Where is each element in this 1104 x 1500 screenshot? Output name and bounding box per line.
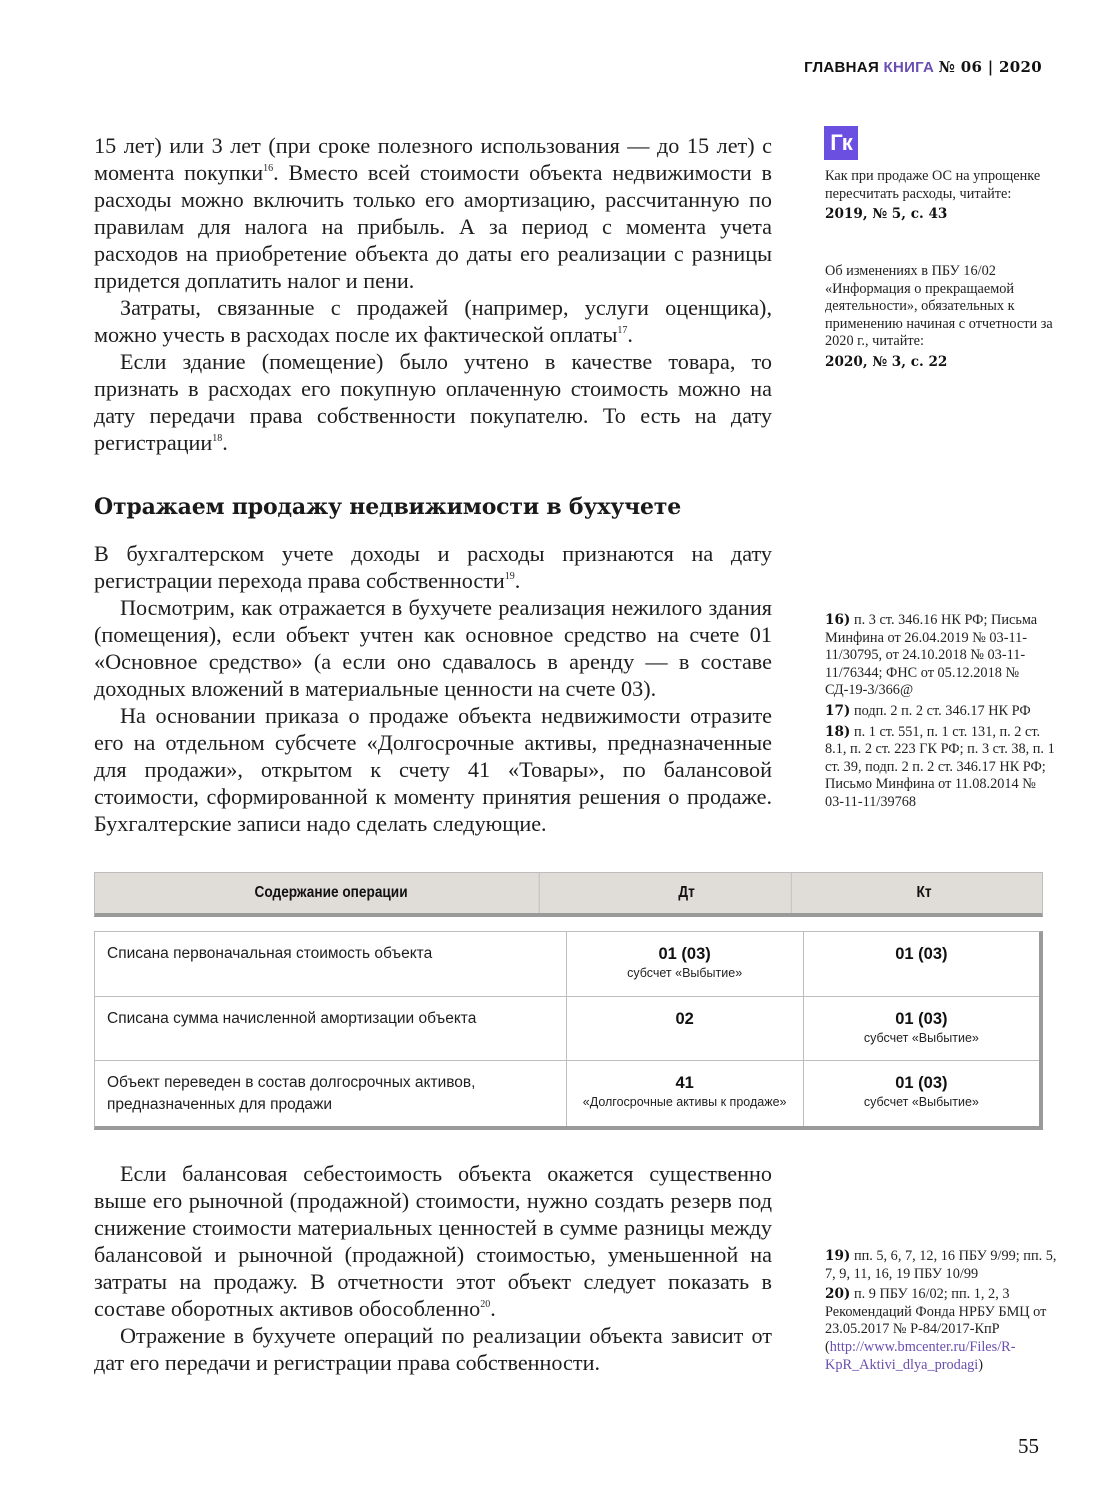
glavkniga-logo-icon: Гк bbox=[824, 126, 858, 160]
paragraph: Если балансовая себестоимость объекта окажется существенно выше его рыночной (продажной) стоимости, нужно создать резерв под снижение стоимости материальных ценностей в сумме разницы между балансовой и рыночной (продажной) стоимостью, уменьшенной на затраты на продажу. В отчетности этот объект следует показать в составе оборотных активов обособленно$^{20}$. bbox=[94, 1161, 772, 1321]
operation-cell: Объект переведен в состав долгосрочных активов, предназначенных для продажи bbox=[95, 1061, 567, 1126]
sidebar-note-reference[interactable]: 2019, № 5, с. 43 bbox=[825, 206, 948, 223]
footnotes-group-1 bbox=[825, 612, 1057, 815]
operation-cell: Списана сумма начисленной амортизации объекта bbox=[95, 997, 567, 1061]
debit-cell: 41 «Долгосрочные активы к продаже» bbox=[567, 1061, 804, 1126]
footnote-ref[interactable]: 16 bbox=[263, 163, 274, 174]
credit-cell: 01 (03) bbox=[895, 945, 948, 963]
section-heading: Отражаем продажу недвижимости в бухучете bbox=[94, 494, 682, 520]
bmcenter-link[interactable]: http://www.bmcenter.ru/Files/R-KpR_Aktivi_dlya_prodagi bbox=[825, 1338, 1016, 1373]
paragraph: 15 лет) или 3 лет (при сроке полезного использования — до 15 лет) с момента покупки$^{16}$. Вместо всей стоимости объекта недвижимости в расходы можно включить только его амортизацию, рассчитанную по правилам для налога на прибыль. А за период с момента учета расходов на приобретение объекта до даты его реализации с разницы придется доплатить налог и пени. bbox=[94, 133, 773, 293]
page-number: 55 bbox=[1018, 1434, 1039, 1458]
operation-cell: Списана первоначальная стоимость объекта bbox=[95, 932, 567, 996]
footnote-16: 16) п. 3 ст. 346.16 НК РФ; Письма Минфина от 26.04.2019 № 03-11-11/30795, от 24.10.2018 № 03-11-11/76344; ФНС от 05.12.2018 № СД-19-3/366@ bbox=[825, 612, 1038, 699]
magazine-title-part2: КНИГА bbox=[883, 59, 935, 76]
paragraph: Отражение в бухучете операций по реализации объекта зависит от дат его передачи и регистрации права собственности. bbox=[94, 1323, 772, 1375]
article-text-block-3 bbox=[94, 1160, 772, 1376]
column-header-credit: Кт bbox=[916, 884, 932, 901]
sidebar-note-1 bbox=[825, 168, 1055, 224]
table-row bbox=[95, 997, 1039, 1062]
footnote-18: 18) п. 1 ст. 551, п. 1 ст. 131, п. 2 ст. 8.1, п. 2 ст. 223 ГК РФ; п. 3 ст. 38, п. 1 ст. 39, подп. 2 п. 2 ст. 346.17 НК РФ; Письмо Минфина от 11.08.2014 № 03-11-11/39768 bbox=[825, 723, 1055, 810]
footnote-ref[interactable]: 18 bbox=[212, 433, 223, 444]
debit-cell: 02 bbox=[567, 997, 804, 1061]
footnote-20: 20) п. 9 ПБУ 16/02; пп. 1, 2, 3 Рекомендаций Фонда НРБУ БМЦ от 23.05.2017 № Р-84/2017-КпР (http://www.bmcenter.ru/Files/R-KpR_Aktivi_dlya_prodagi) bbox=[825, 1286, 1047, 1373]
footnote-ref[interactable]: 20 bbox=[480, 1299, 491, 1310]
table-row bbox=[95, 1061, 1039, 1126]
article-text-block-1 bbox=[94, 132, 772, 456]
sidebar-note-text: Как при продаже ОС на упрощенке пересчитать расходы, читайте: bbox=[825, 168, 1041, 202]
paragraph: Затраты, связанные с продажей (например, услуги оценщика), можно учесть в расходах после их фактической оплаты$^{17}$. bbox=[94, 295, 772, 347]
footnote-ref[interactable]: 19 bbox=[504, 571, 515, 582]
paragraph: В бухгалтерском учете доходы и расходы признаются на дату регистрации перехода права собственности$^{19}$. bbox=[94, 541, 772, 593]
running-header bbox=[804, 58, 1042, 76]
sidebar-note-text: Об изменениях в ПБУ 16/02 «Информация о прекращаемой деятельности», обязательных к применению начиная с отчетности за 2020 г., читайте: bbox=[825, 263, 1053, 350]
credit-cell: 01 (03) субсчет «Выбытие» bbox=[863, 1009, 979, 1045]
footnote-17: 17) подп. 2 п. 2 ст. 346.17 НК РФ bbox=[825, 702, 1031, 719]
paragraph: Если здание (помещение) было учтено в качестве товара, то признать в расходах его покупную оплаченную стоимость можно на дату передачи права собственности покупателю. То есть на дату регистрации$^{18}$. bbox=[94, 349, 772, 455]
debit-cell: 01 (03) субсчет «Выбытие» bbox=[567, 932, 804, 996]
column-header-operation: Содержание операции bbox=[123, 873, 539, 913]
table-header bbox=[94, 872, 1043, 917]
paragraph: Посмотрим, как отражается в бухучете реализация нежилого здания (помещения), если объект учтен как основное средство на счете 01 «Основное средство» (а если оно сдавалось в аренду — в составе доходных вложений в материальные ценности на счете 03). bbox=[94, 595, 772, 701]
footnotes-group-2 bbox=[825, 1248, 1057, 1377]
footnote-19: 19) пп. 5, 6, 7, 12, 16 ПБУ 9/99; пп. 5, 7, 9, 11, 16, 19 ПБУ 10/99 bbox=[825, 1248, 1057, 1282]
footnote-ref[interactable]: 17 bbox=[617, 325, 628, 336]
magazine-title-part1: ГЛАВНАЯ bbox=[804, 59, 880, 76]
sidebar-note-2 bbox=[825, 263, 1055, 372]
table-row bbox=[95, 932, 1039, 997]
paragraph: На основании приказа о продаже объекта недвижимости отразите его на отдельном субсчете «Долгосрочные активы, предназначенные для продажи», открытом к счету 41 «Товары», по балансовой стоимости, сформированной к моменту принятия решения о продаже. Бухгалтерские записи надо сделать следующие. bbox=[94, 703, 772, 836]
sidebar-note-reference[interactable]: 2020, № 3, с. 22 bbox=[825, 353, 948, 370]
accounting-entries-table bbox=[94, 931, 1043, 1130]
credit-cell: 01 (03) субсчет «Выбытие» bbox=[863, 1074, 979, 1110]
article-text-block-2 bbox=[94, 540, 772, 837]
column-header-debit: Дт bbox=[582, 873, 791, 913]
issue-number: № 06 | 2020 bbox=[938, 58, 1042, 76]
